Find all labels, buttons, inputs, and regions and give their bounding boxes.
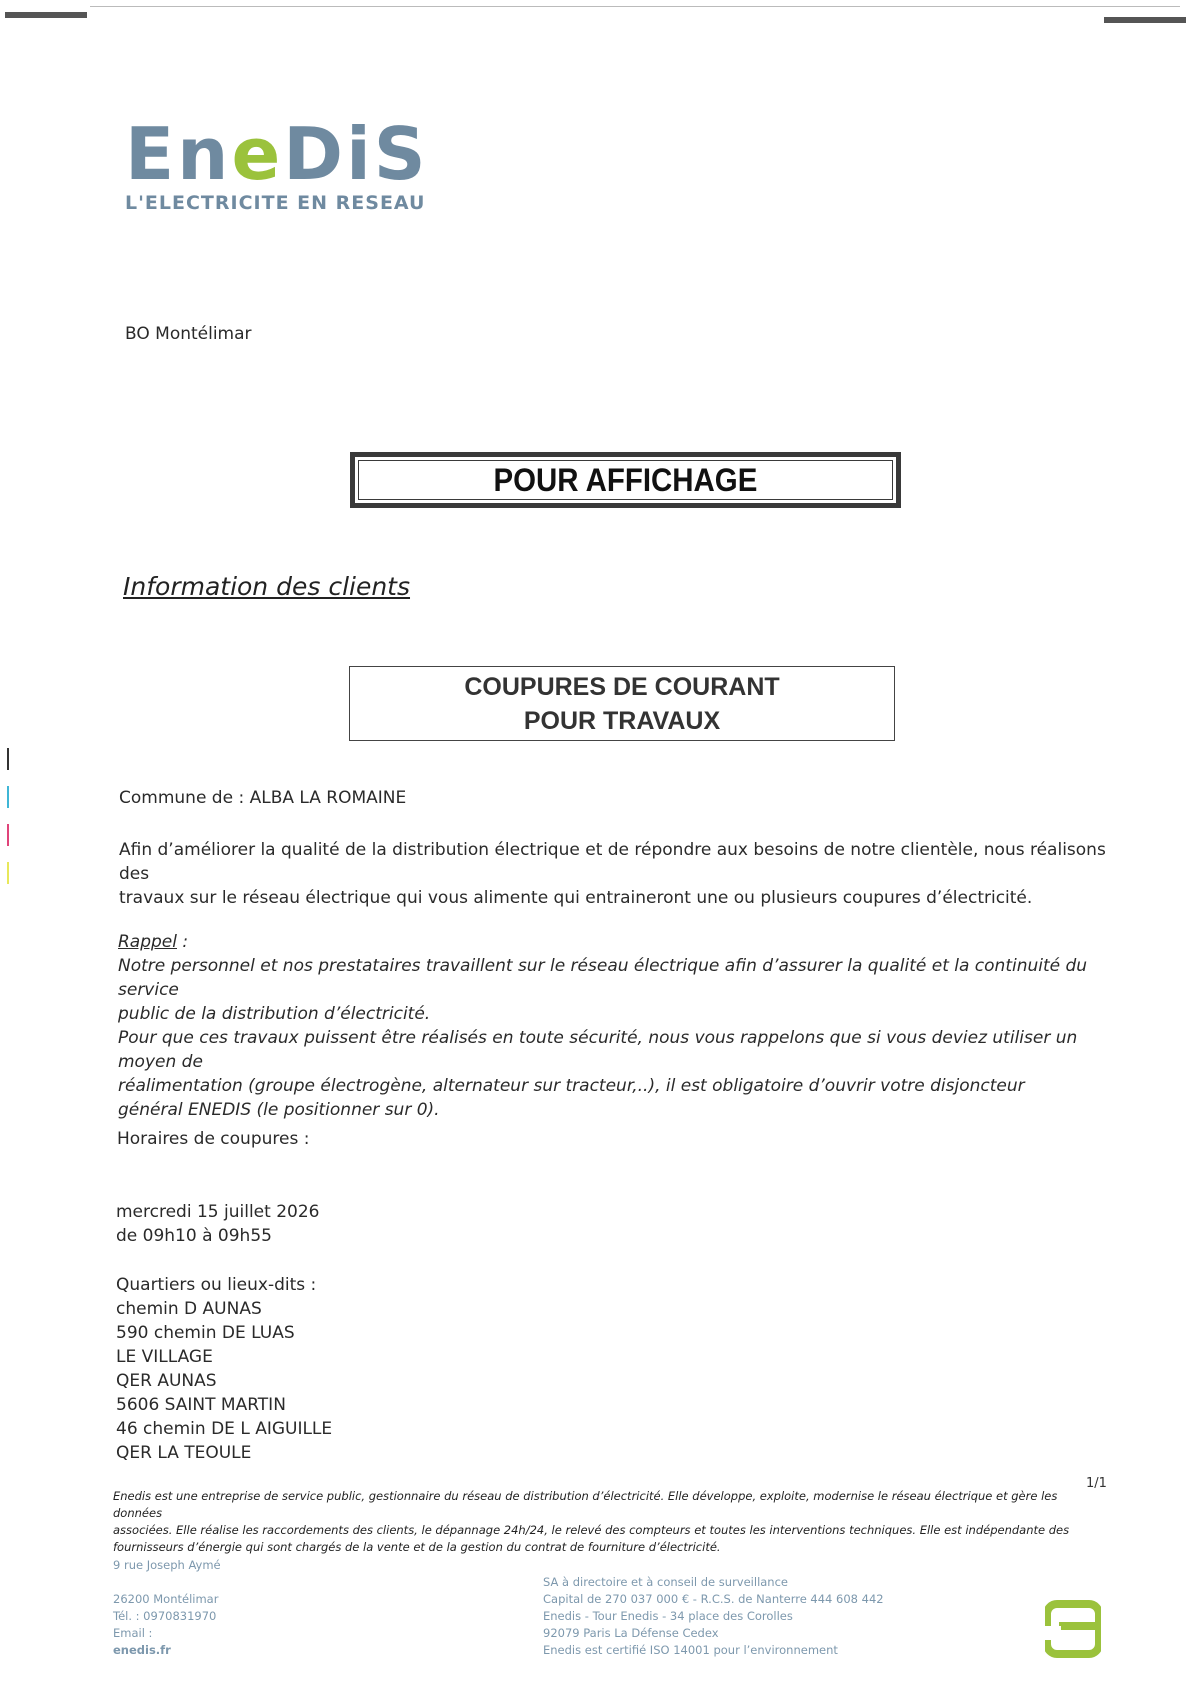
schedule-date: mercredi 15 juillet 2026	[116, 1202, 320, 1222]
corporate-line: Enedis est certifié ISO 14001 pour l’environnement	[543, 1643, 838, 1657]
address-email: Email :	[113, 1626, 153, 1640]
rappel-line: réalimentation (groupe électrogène, alternateur sur tracteur,..), il est obligatoire d’ouvrir votre disjoncteur	[118, 1076, 1025, 1096]
corporate-line: Enedis - Tour Enedis - 34 place des Corolles	[543, 1609, 793, 1623]
corporate-info	[543, 1574, 884, 1659]
quartiers-label: Quartiers ou lieux-dits :	[116, 1275, 317, 1295]
color-tick-black	[7, 748, 9, 770]
coupures-line2: POUR TRAVAUX	[523, 706, 721, 735]
scan-mark-top-left	[5, 12, 87, 18]
pour-affichage-banner	[350, 452, 901, 508]
scan-mark-top-right	[1104, 17, 1186, 23]
color-tick-yellow	[7, 862, 9, 884]
enedis-logo	[125, 112, 429, 196]
website-link[interactable]: enedis.fr	[113, 1643, 171, 1657]
quartier-item: QER AUNAS	[116, 1371, 217, 1391]
quartier-item: 590 chemin DE LUAS	[116, 1323, 295, 1343]
intro-paragraph	[119, 838, 1119, 910]
address-tel: Tél. : 0970831970	[113, 1609, 217, 1623]
horaires-label: Horaires de coupures :	[117, 1129, 310, 1149]
scan-mark-top-line	[90, 6, 1180, 7]
page-number: 1/1	[1086, 1476, 1107, 1491]
logo-word-part3: DiS	[283, 112, 429, 196]
rappel-block	[118, 930, 1118, 1122]
color-tick-magenta	[7, 824, 9, 846]
quartier-item: LE VILLAGE	[116, 1347, 213, 1367]
footer-legal-line1: Enedis est une entreprise de service public, gestionnaire du réseau de distribution d’électricité. Elle développe, exploite, modernise le réseau électrique et gère les données	[113, 1489, 1058, 1520]
rappel-label: Rappel	[118, 932, 177, 952]
enedis-e-logo-icon	[1045, 1600, 1101, 1658]
rappel-line: Pour que ces travaux puissent être réalisés en toute sécurité, nous vous rappelons que si vous deviez utiliser un moyen de	[118, 1028, 1078, 1072]
corporate-line: Capital de 270 037 000 € - R.C.S. de Nanterre 444 608 442	[543, 1592, 884, 1606]
schedule	[116, 1200, 319, 1248]
info-title: Information des clients	[123, 572, 411, 601]
schedule-time: de 09h10 à 09h55	[116, 1226, 272, 1246]
logo-word-part1: En	[125, 112, 232, 196]
coupures-line1: COUPURES DE COURANT	[464, 672, 780, 701]
quartier-item: chemin D AUNAS	[116, 1299, 262, 1319]
footer-legal-line2: associées. Elle réalise les raccordements des clients, le dépannage 24h/24, le relevé des compteurs et toutes les interventions techniques. Elle est indépendante des	[113, 1523, 1070, 1537]
coupures-box	[349, 666, 895, 741]
corporate-line: 92079 Paris La Défense Cedex	[543, 1626, 719, 1640]
rappel-line: Notre personnel et nos prestataires travaillent sur le réseau électrique afin d’assurer la qualité et la continuité du service	[118, 956, 1088, 1000]
corporate-line: SA à directoire et à conseil de surveillance	[543, 1575, 788, 1589]
rappel-line: général ENEDIS (le positionner sur 0).	[118, 1100, 440, 1120]
color-tick-cyan	[7, 786, 9, 808]
logo-word-part2: e	[231, 112, 284, 196]
quartier-item: QER LA TEOULE	[116, 1443, 252, 1463]
office-name: BO Montélimar	[125, 324, 252, 344]
logo-tagline: L'ELECTRICITE EN RESEAU	[125, 192, 426, 214]
quartier-item: 46 chemin DE L AIGUILLE	[116, 1419, 333, 1439]
banner-text: POUR AFFICHAGE	[493, 461, 758, 498]
address-street: 9 rue Joseph Aymé	[113, 1558, 221, 1572]
intro-line2: travaux sur le réseau électrique qui vous alimente qui entraineront une ou plusieurs coupures d’électricité.	[119, 888, 1033, 908]
intro-line1: Afin d’améliorer la qualité de la distribution électrique et de répondre aux besoins de notre clientèle, nous réalisons des	[119, 840, 1106, 884]
commune-line: Commune de : ALBA LA ROMAINE	[119, 788, 407, 808]
footer-legal-text	[113, 1488, 1093, 1556]
address-contact	[113, 1591, 218, 1659]
footer-legal-line3: fournisseurs d’énergie qui sont chargés de la vente et de la gestion du contrat de fourniture d’électricité.	[113, 1540, 721, 1554]
quartier-item: 5606 SAINT MARTIN	[116, 1395, 286, 1415]
rappel-suffix: :	[177, 932, 189, 952]
rappel-line: public de la distribution d’électricité.	[118, 1004, 431, 1024]
quartiers-block	[116, 1273, 332, 1465]
address-city: 26200 Montélimar	[113, 1592, 219, 1606]
